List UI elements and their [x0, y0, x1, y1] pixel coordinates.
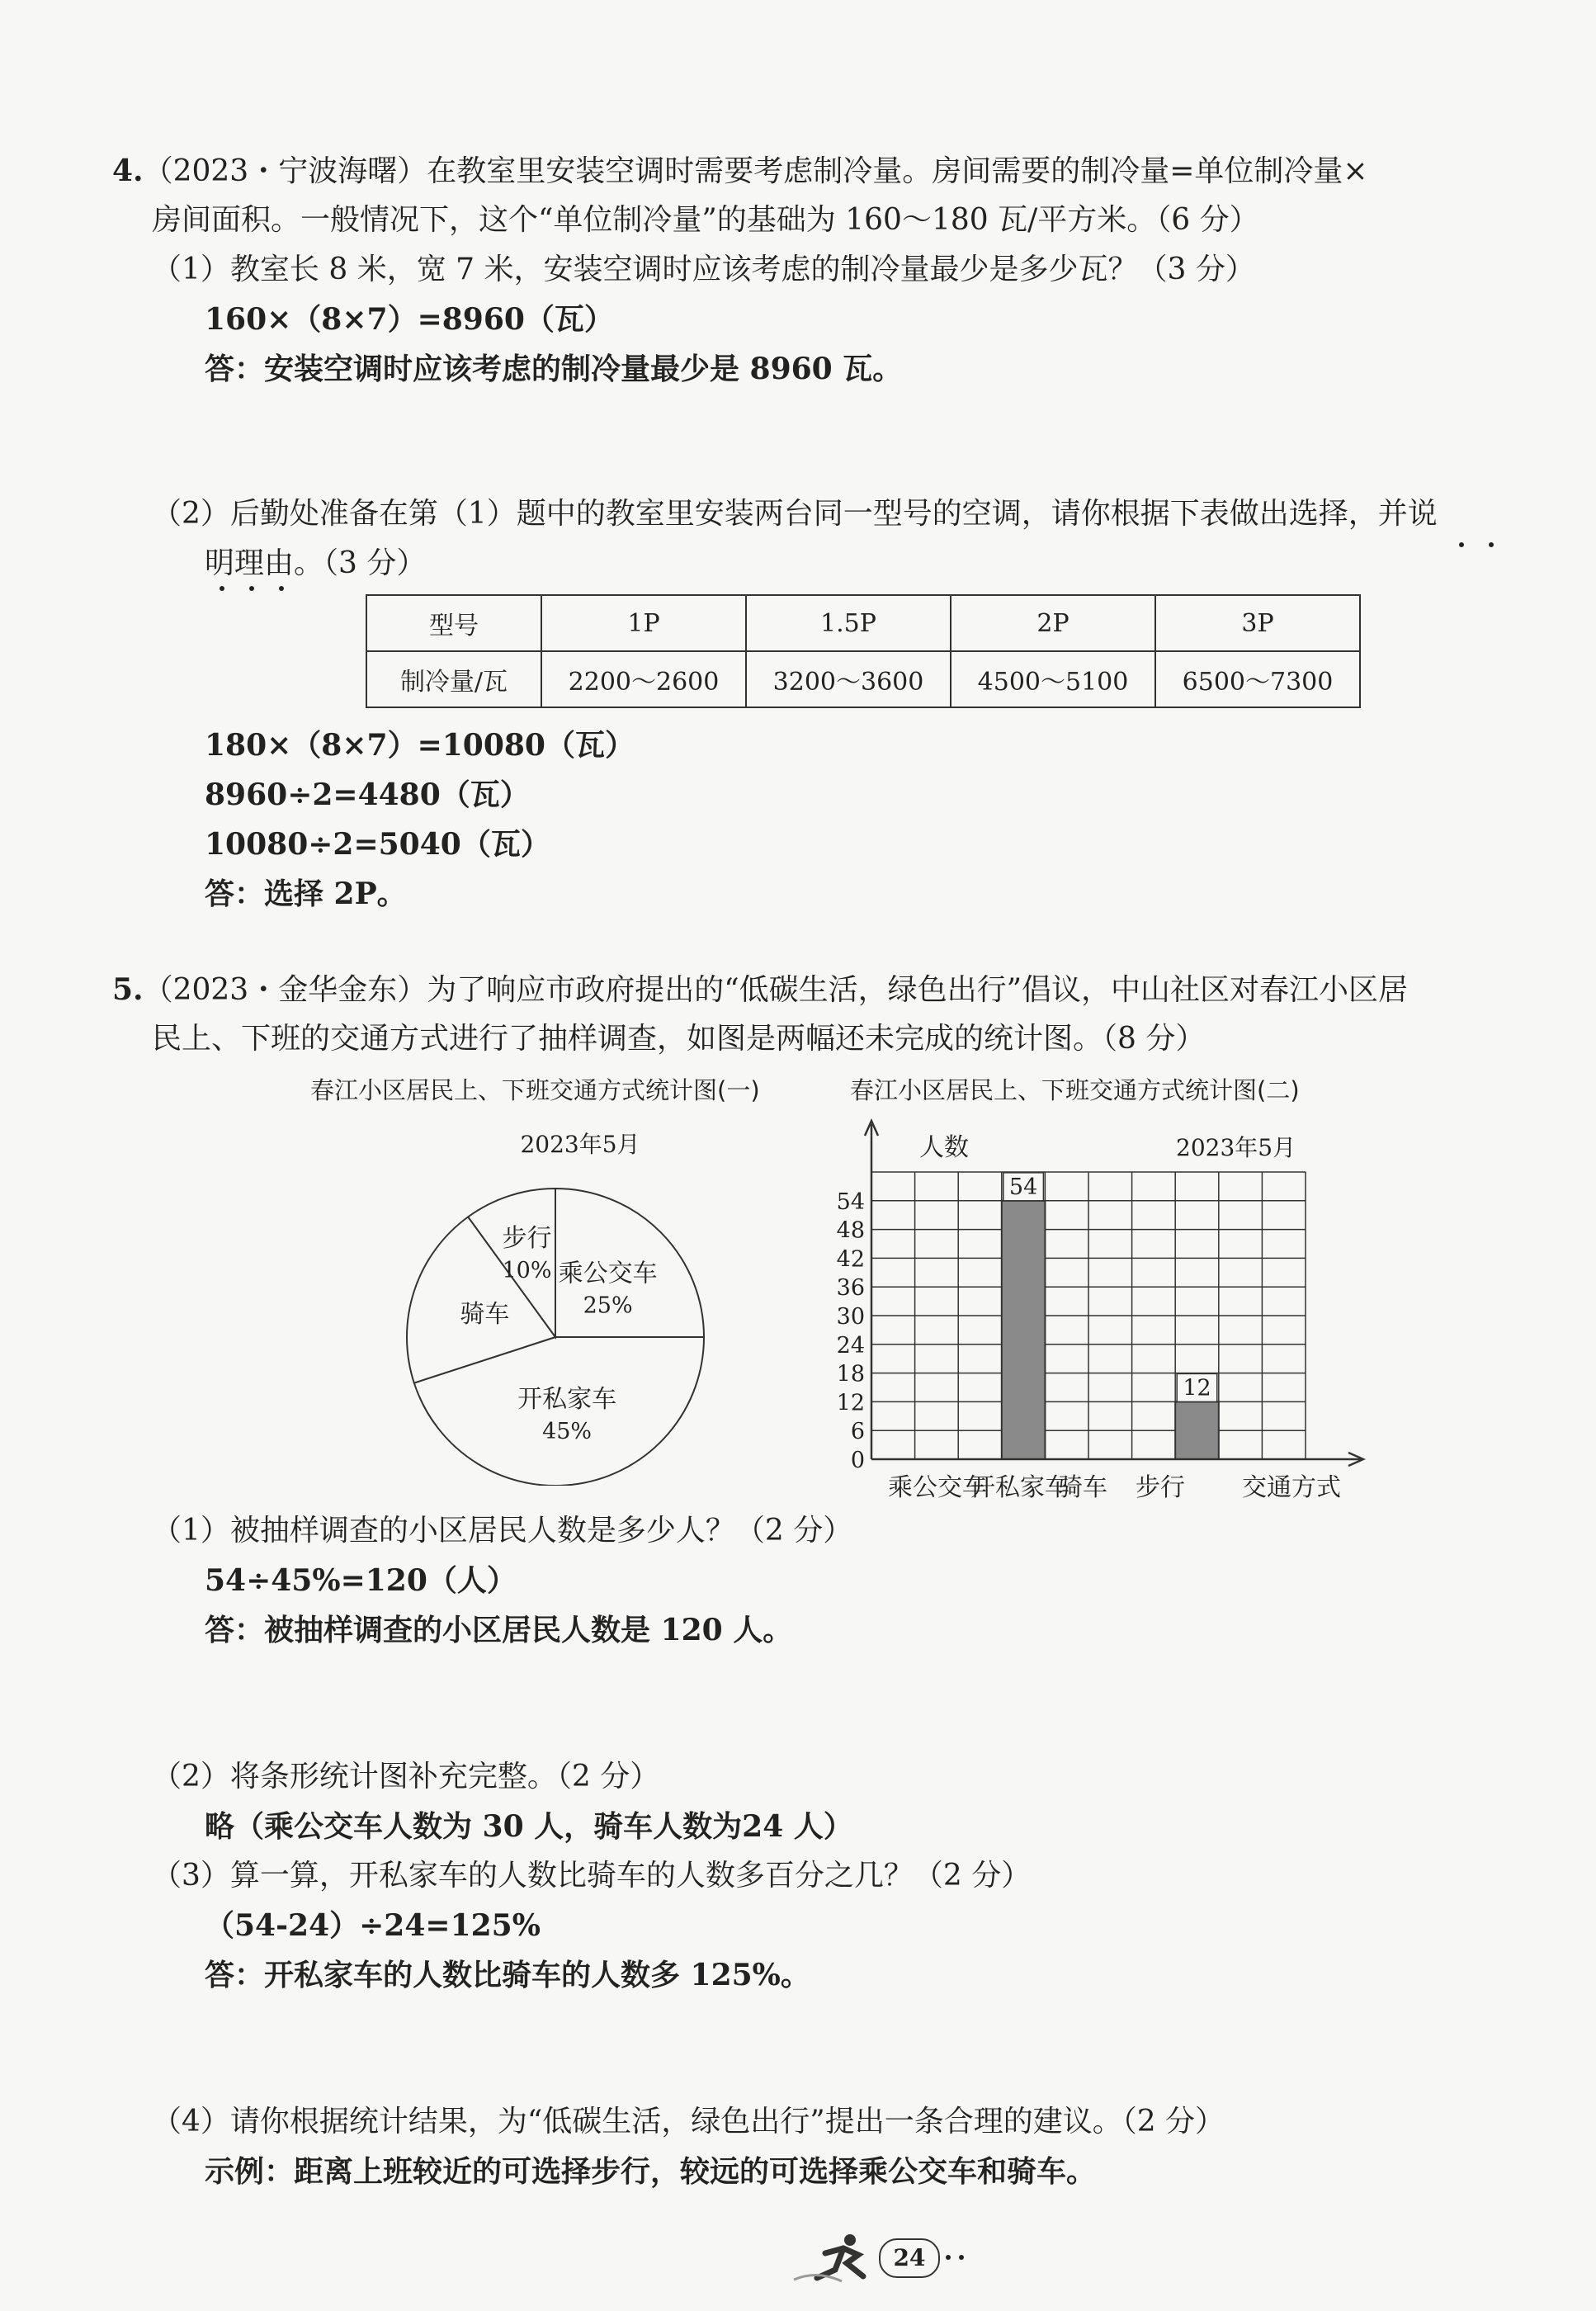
table-cell: 制冷量/瓦: [366, 651, 541, 707]
pie-slice-label: 骑车: [460, 1300, 510, 1330]
q4-line2: 房间面积。一般情况下，这个“单位制冷量”的基础为 160～180 瓦/平方米。（6 分）: [152, 203, 1259, 237]
q5-p3-answer: 答：开私家车的人数比骑车的人数多 125%。: [205, 1958, 810, 1992]
bar-chart-title: 春江小区居民上、下班交通方式统计图(二): [850, 1076, 1300, 1104]
pie-slice-value: 25%: [583, 1293, 633, 1319]
page-number: 24: [879, 2238, 940, 2278]
emphasis-dot: [279, 586, 284, 591]
bar-value-label: 54: [1008, 1174, 1038, 1200]
bar-subtitle: 2023年5月: [1176, 1134, 1296, 1161]
table-cell: 4500～5100: [951, 651, 1155, 707]
y-tick-label: 36: [836, 1275, 865, 1302]
emphasis-dot: [249, 586, 254, 591]
q4-p2-question-b: 明理由。（3 分）: [205, 546, 427, 580]
q4-p1-question: （1）教室长 8 米，宽 7 米，安装空调时应该考虑的制冷量最少是多少瓦？（3 分）: [152, 253, 1255, 286]
footer-dot: [946, 2255, 951, 2260]
y-tick-label: 48: [836, 1217, 865, 1244]
table-cell: 2P: [951, 595, 1155, 651]
q5-line1-text: （2023・金华金东）为了响应市政府提出的“低碳生活，绿色出行”倡议，中山社区对春江小区居: [143, 973, 1409, 1007]
emphasis-dot: [220, 586, 224, 591]
y-tick-label: 6: [850, 1419, 865, 1445]
q5-p4-question: （4）请你根据统计结果，为“低碳生活，绿色出行”提出一条合理的建议。（2 分）: [152, 2105, 1225, 2139]
table-cell: 型号: [366, 595, 541, 651]
q4-line1-text: （2023・宁波海曙）在教室里安装空调时需要考虑制冷量。房间需要的制冷量=单位制冷量×: [143, 154, 1368, 188]
footer-dot: [959, 2255, 964, 2260]
table-cell: 3P: [1155, 595, 1360, 651]
q5-p1-question: （1）被抽样调查的小区居民人数是多少人？（2 分）: [152, 1514, 853, 1548]
table-cell: 1P: [541, 595, 746, 651]
pie-slice-label: 开私家车: [517, 1384, 617, 1414]
table-cell: 2200～2600: [541, 651, 746, 707]
q5-p3-question: （3）算一算，开私家车的人数比骑车的人数多百分之几？（2 分）: [152, 1859, 1032, 1893]
q4-line1: [112, 152, 1368, 191]
q5-line1: [112, 971, 1408, 1009]
emphasis-dot: [1489, 542, 1494, 547]
pie-slice-label: 步行: [502, 1223, 552, 1253]
q4-p2-calc3: 10080÷2=5040（瓦）: [205, 827, 550, 862]
q5-p2-question: （2）将条形统计图补充完整。（2 分）: [152, 1760, 660, 1794]
bar: [1002, 1201, 1046, 1459]
table-cell: 3200～3600: [746, 651, 951, 707]
q5-p4-answer: 示例：距离上班较近的可选择步行，较远的可选择乘公交车和骑车。: [205, 2154, 1097, 2189]
bar-ylabel: 人数: [919, 1133, 969, 1162]
q5-p2-answer: 略（乘公交车人数为 30 人，骑车人数为24 人）: [205, 1809, 853, 1844]
pie-slice-value: 45%: [542, 1418, 593, 1444]
table-row: [366, 651, 1360, 707]
y-tick-label: 0: [850, 1448, 865, 1473]
ac-spec-table: [366, 594, 1361, 708]
q4-p2-calc1: 180×（8×7）=10080（瓦）: [205, 728, 635, 763]
q4-p2-question-a: （2）后勤处准备在第（1）题中的教室里安装两台同一型号的空调，请你根据下表做出选择，并说: [152, 497, 1438, 531]
q4-p2-calc2: 8960÷2=4480（瓦）: [205, 777, 530, 812]
y-tick-label: 42: [836, 1246, 865, 1273]
table-row: [366, 595, 1360, 651]
y-tick-label: 12: [836, 1390, 865, 1416]
x-tick-label: 乘公交车: [888, 1473, 987, 1502]
q5-p1-calc: 54÷45%=120（人）: [205, 1563, 517, 1598]
q5-p1-answer: 答：被抽样调查的小区居民人数是 120 人。: [205, 1613, 793, 1647]
x-tick-label: 开私家车: [970, 1473, 1070, 1502]
bar: [1175, 1401, 1219, 1459]
q5-line2: 民上、下班的交通方式进行了抽样调查，如图是两幅还未完成的统计图。（8 分）: [152, 1022, 1206, 1056]
bar-chart: [817, 1114, 1378, 1510]
x-tick-label: 骑车: [1058, 1473, 1107, 1502]
bar-value-label: 12: [1183, 1375, 1211, 1401]
q4-p1-answer: 答：安装空调时应该考虑的制冷量最少是 8960 瓦。: [205, 352, 903, 386]
pie-subtitle: 2023年5月: [520, 1131, 640, 1158]
q5-p3-calc: （54-24）÷24=125%: [205, 1908, 541, 1943]
runner-logo: [792, 2228, 883, 2286]
bar-axes: [837, 1121, 1363, 1502]
q5-number: 5.: [112, 972, 144, 1007]
bar-xlabel: 交通方式: [1242, 1473, 1341, 1502]
pie-slice-label: 乘公交车: [558, 1259, 658, 1288]
q4-p1-calc: 160×（8×7）=8960（瓦）: [205, 302, 614, 337]
x-tick-label: 步行: [1136, 1473, 1185, 1502]
pie-slice-value: 10%: [502, 1257, 552, 1283]
y-tick-label: 24: [836, 1332, 865, 1359]
y-tick-label: 54: [836, 1189, 865, 1215]
pie-chart: [363, 1122, 726, 1486]
q4-number: 4.: [112, 154, 144, 188]
pie-slices: [407, 1189, 704, 1486]
emphasis-dot: [1459, 542, 1464, 547]
pie-chart-title: 春江小区居民上、下班交通方式统计图(一): [310, 1076, 760, 1104]
q4-p2-answer: 答：选择 2P。: [205, 877, 407, 911]
y-tick-label: 30: [836, 1304, 865, 1330]
bar-grid: [871, 1172, 1306, 1459]
y-tick-label: 18: [836, 1361, 865, 1387]
table-cell: 1.5P: [746, 595, 951, 651]
table-cell: 6500～7300: [1155, 651, 1360, 707]
